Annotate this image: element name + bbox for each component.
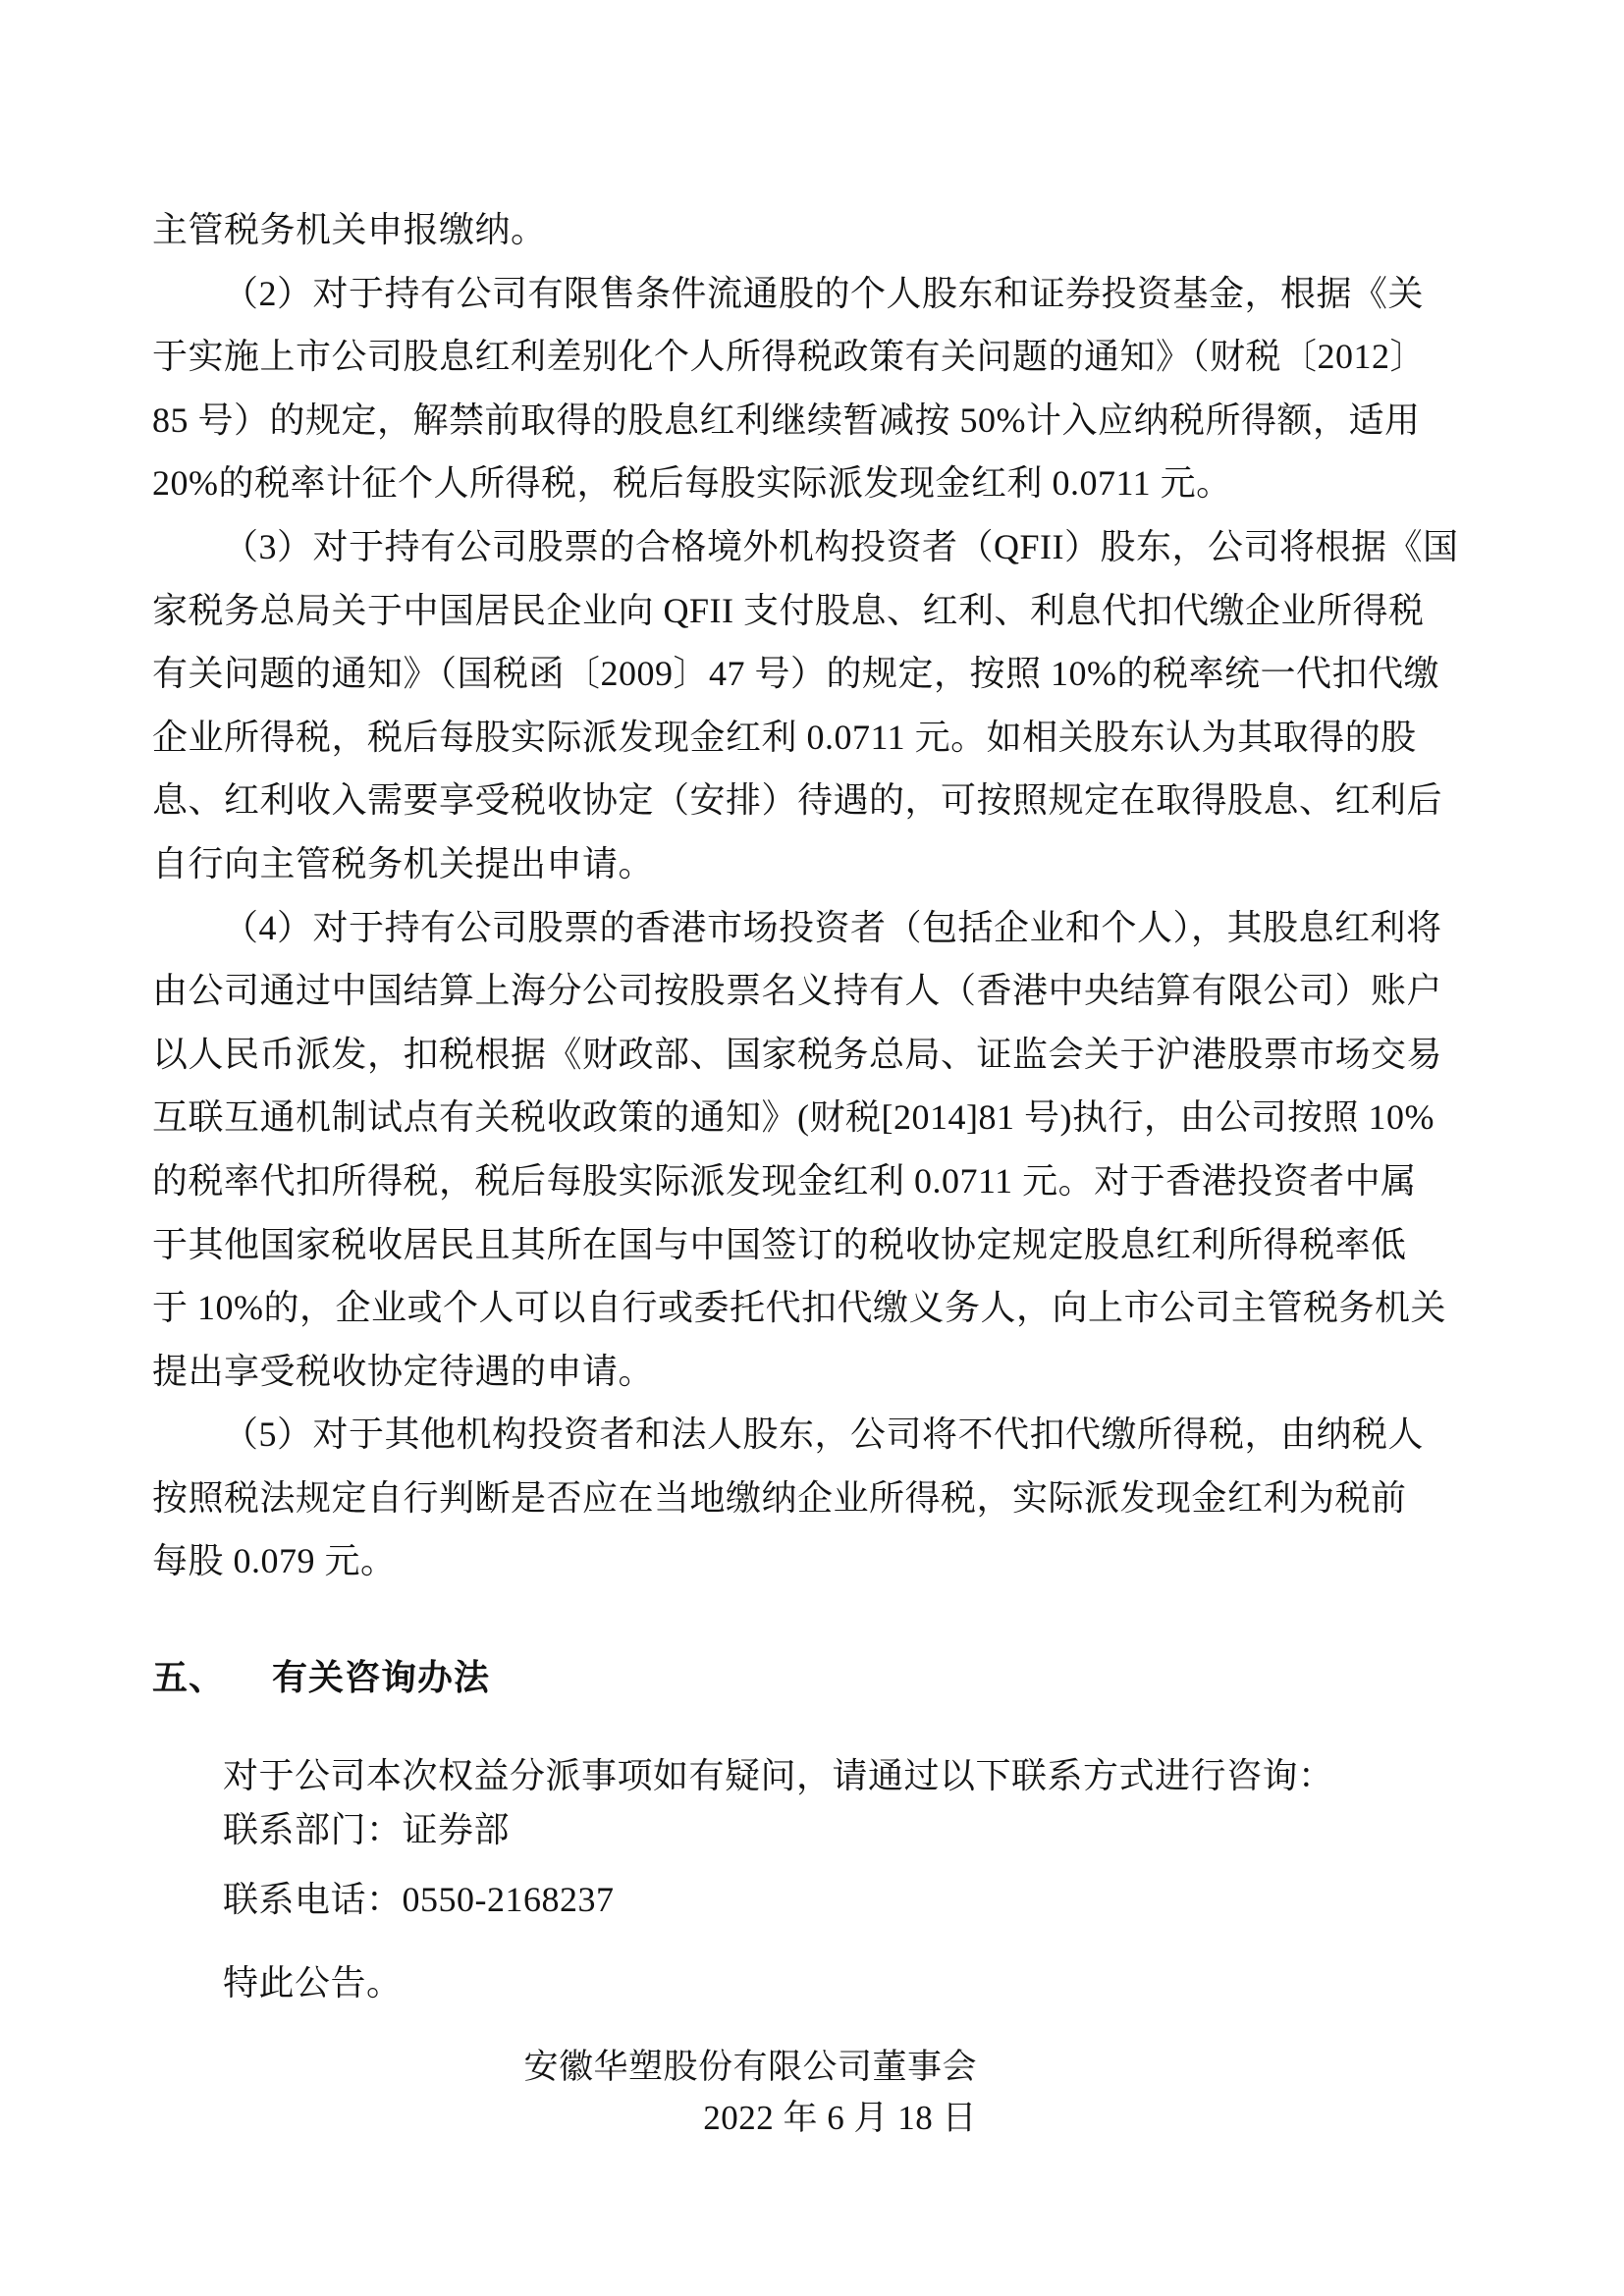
closing-statement: 特此公告。 xyxy=(223,1963,403,2003)
signature-date: 2022 年 6 月 18 日 xyxy=(703,2099,977,2138)
body-text-line: 息、红利收入需要享受税收协定（安排）待遇的，可按照规定在取得股息、红利后 xyxy=(152,780,1443,821)
body-text-line: 于 10%的，企业或个人可以自行或委托代扣代缴义务人，向上市公司主管税务机关 xyxy=(152,1288,1446,1328)
consult-text-line: 对于公司本次权益分派事项如有疑问，请通过以下联系方式进行咨询： xyxy=(223,1756,1334,1796)
body-text-line: （3）对于持有公司股票的合格境外机构投资者（QFII）股东，公司将根据《国 xyxy=(223,526,1459,566)
body-text-line: 于实施上市公司股息红利差别化个人所得税政策有关问题的通知》（财税〔2012〕 xyxy=(152,337,1427,377)
body-text-line: 以人民币派发，扣税根据《财政部、国家税务总局、证监会关于沪港股票市场交易 xyxy=(152,1034,1443,1074)
body-text-line: 互联互通机制试点有关税收政策的通知》(财税[2014]81 号)执行，由公司按照 10% xyxy=(152,1097,1435,1138)
body-text-line: 的税率代扣所得税，税后每股实际派发现金红利 0.0711 元。对于香港投资者中属 xyxy=(152,1160,1417,1201)
body-text-line: 提出享受税收协定待遇的申请。 xyxy=(152,1351,655,1391)
body-text-line: 由公司通过中国结算上海分公司按股票名义持有人（香港中央结算有限公司）账户 xyxy=(152,971,1443,1011)
body-text-line: 按照税法规定自行判断是否应在当地缴纳企业所得税，实际派发现金红利为税前 xyxy=(152,1477,1407,1518)
signature-block xyxy=(152,2040,1468,2143)
body-text-line: （5）对于其他机构投资者和法人股东，公司将不代扣代缴所得税，由纳税人 xyxy=(223,1415,1425,1455)
body-text-line: （4）对于持有公司股票的香港市场投资者（包括企业和个人），其股息红利将 xyxy=(223,907,1442,947)
body-text-line: 家税务总局关于中国居民企业向 QFII 支付股息、红利、利息代扣代缴企业所得税 xyxy=(152,590,1425,630)
body-text-line: 于其他国家税收居民且其所在国与中国签订的税收协定规定股息红利所得税率低 xyxy=(152,1224,1407,1264)
body-text-line: 20%的税率计征个人所得税，税后每股实际派发现金红利 0.0711 元。 xyxy=(152,463,1232,504)
body-text-line: 主管税务机关申报缴纳。 xyxy=(152,210,547,249)
section-heading xyxy=(152,1646,1468,1710)
signature-company: 安徽华塑股份有限公司董事会 xyxy=(523,2048,977,2087)
body-text-line: 85 号）的规定，解禁前取得的股息红利继续暂减按 50%计入应纳税所得额，适用 xyxy=(152,400,1421,440)
section-number: 五、 xyxy=(152,1658,226,1698)
section-title: 有关咨询办法 xyxy=(272,1658,491,1698)
consult-text-line: 联系部门：证券部 xyxy=(223,1810,511,1850)
body-text-line: 每股 0.079 元。 xyxy=(152,1541,397,1581)
body-text-line: 企业所得税，税后每股实际派发现金红利 0.0711 元。如相关股东认为其取得的股 xyxy=(152,717,1417,757)
body-text-line: 自行向主管税务机关提出申请。 xyxy=(152,843,655,883)
consultation-info xyxy=(152,1749,1468,1927)
consult-text-line: 联系电话：0550-2168237 xyxy=(223,1880,615,1920)
tax-clauses-text xyxy=(152,198,1468,1593)
body-text-line: （2）对于持有公司有限售条件流通股的个人股东和证券投资基金，根据《关 xyxy=(223,273,1425,313)
body-text-line: 有关问题的通知》（国税函〔2009〕47 号）的规定，按照 10%的税率统一代扣代缴 xyxy=(152,654,1439,694)
